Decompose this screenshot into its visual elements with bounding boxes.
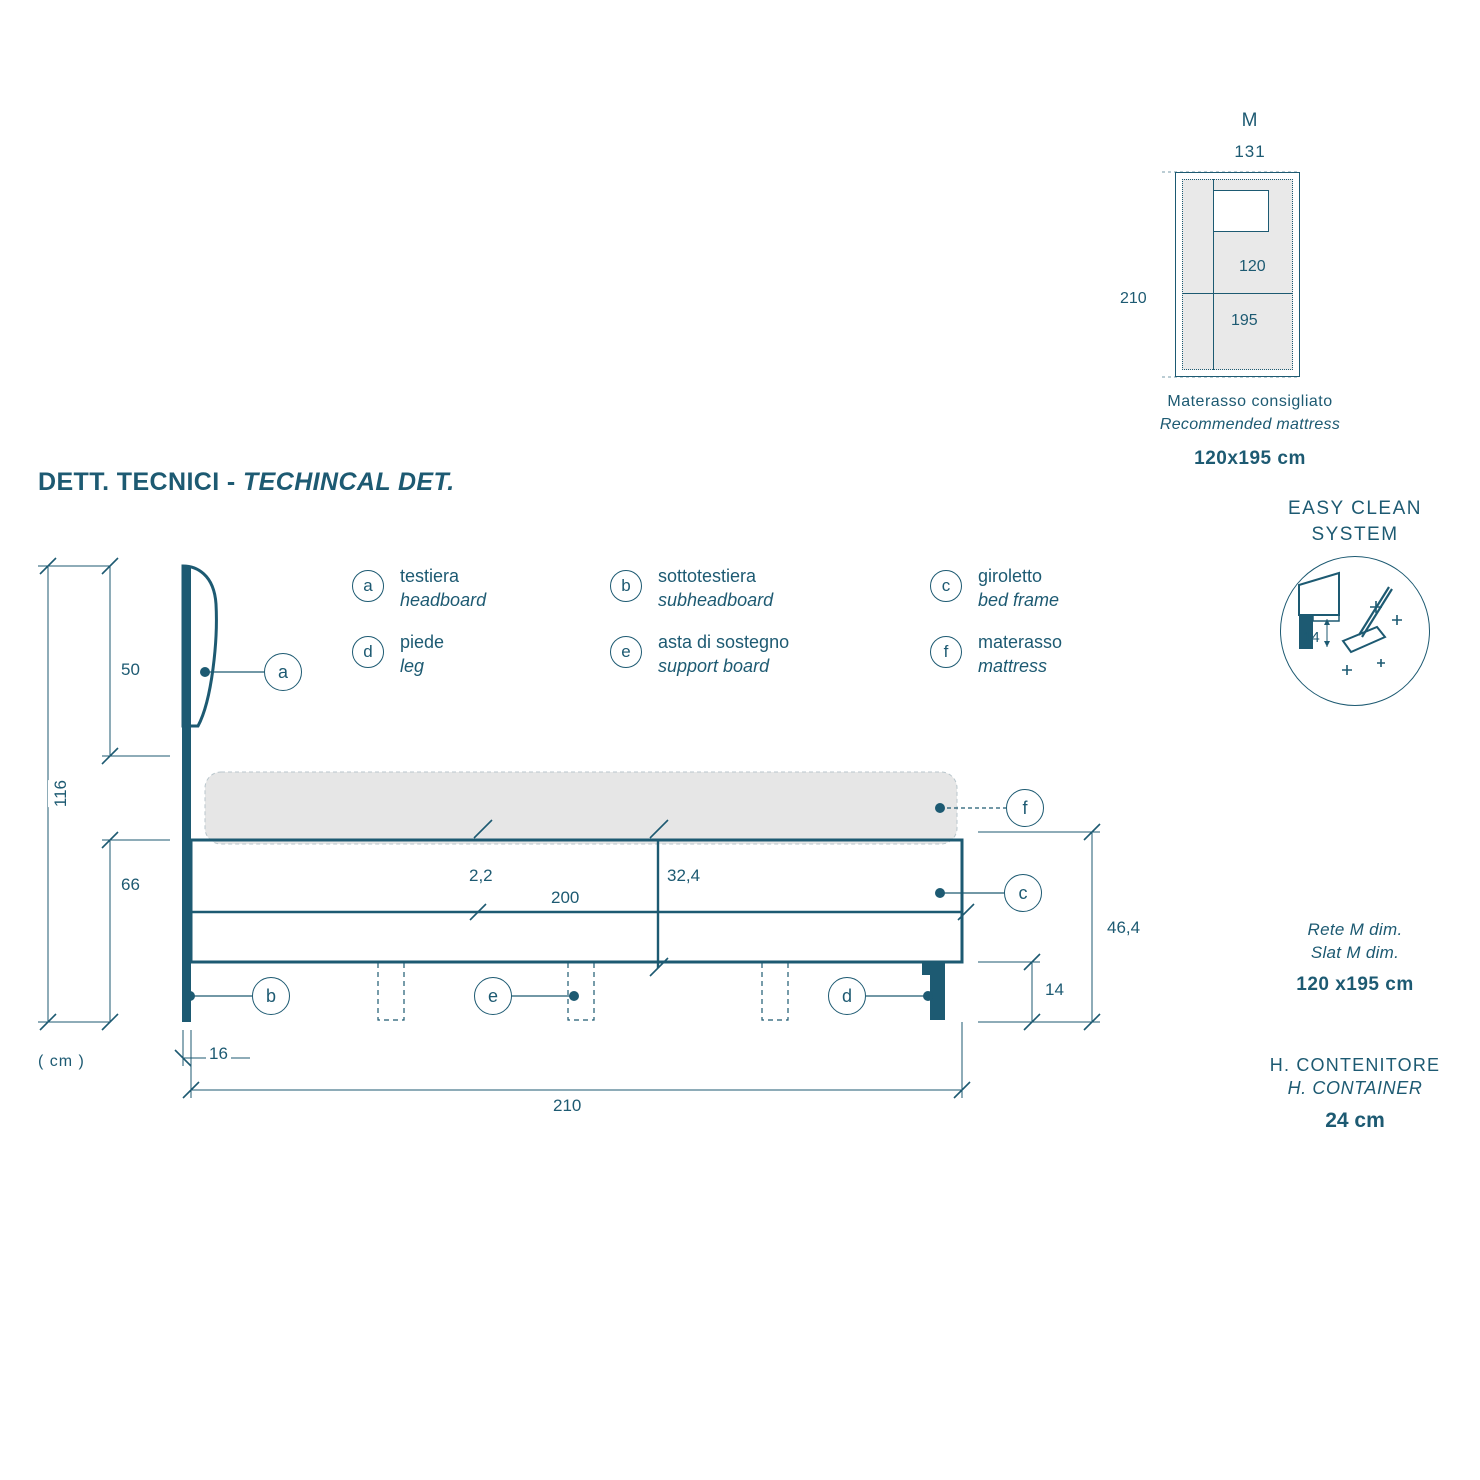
mattress-size-label: M — [1241, 110, 1259, 131]
container-line-it: H. CONTENITORE — [1269, 1055, 1441, 1075]
slat-line-en: Slat M dim. — [1310, 943, 1400, 962]
easy-clean-line2: SYSTEM — [1311, 524, 1399, 545]
slat-value: 120 x195 cm — [1296, 974, 1414, 995]
mattress-caption-en: Recommended mattress — [1159, 416, 1341, 433]
legend-label-en-d: leg — [400, 656, 425, 676]
container-value: 24 cm — [1325, 1109, 1385, 1132]
legend-key-d: d — [352, 636, 384, 668]
mattress-caption-value: 120x195 cm — [1194, 448, 1306, 469]
legend-key-f: f — [930, 636, 962, 668]
dim-total-height: 116 — [48, 780, 74, 807]
container-line-en: H. CONTAINER — [1287, 1078, 1423, 1098]
callout-a: a — [264, 653, 302, 691]
legend-label-en-e: support board — [658, 656, 770, 676]
legend-label-it-a: testiera — [400, 566, 460, 586]
dim-inner-length: 200 — [548, 888, 582, 908]
legend-key-b: b — [610, 570, 642, 602]
dim-leg-height: 14 — [1042, 980, 1067, 1000]
mattress-caption-it: Materasso consigliato — [1167, 393, 1333, 410]
slat-line-it: Rete M dim. — [1307, 920, 1403, 939]
legend-label-en-a: headboard — [400, 590, 487, 610]
mattress-outer-height-label: 210 — [1120, 290, 1147, 307]
callout-e: e — [474, 977, 512, 1015]
dim-board-thickness: 2,2 — [466, 866, 496, 886]
easy-clean-line1: EASY CLEAN — [1288, 498, 1422, 519]
dim-frame-depth: 46,4 — [1104, 918, 1143, 938]
dim-headboard-depth: 16 — [206, 1044, 231, 1064]
section-title-en: TECHINCAL DET. — [243, 468, 455, 496]
dim-headboard-height: 50 — [118, 660, 143, 680]
dim-frame-offset: 32,4 — [664, 866, 703, 886]
easy-clean-dimension-label: 14 — [1303, 629, 1320, 646]
legend-key-a: a — [352, 570, 384, 602]
legend-label-en-b: subheadboard — [658, 590, 774, 610]
legend-key-e: e — [610, 636, 642, 668]
mattress-inner-width-label: 120 — [1236, 258, 1269, 276]
section-title-it: DETT. TECNICI - — [38, 468, 244, 496]
callout-d: d — [828, 977, 866, 1015]
mattress-inner-length-label: 195 — [1228, 312, 1261, 330]
callout-c: c — [1004, 874, 1042, 912]
dim-total-length: 210 — [550, 1096, 584, 1116]
dim-frame-height: 66 — [118, 875, 143, 895]
legend-label-it-c: giroletto — [978, 566, 1043, 586]
legend-key-c: c — [930, 570, 962, 602]
legend-label-it-d: piede — [400, 632, 445, 652]
legend-label-en-f: mattress — [978, 656, 1048, 676]
unit-note: ( cm ) — [38, 1053, 85, 1070]
callout-f: f — [1006, 789, 1044, 827]
legend-label-it-b: sottotestiera — [658, 566, 757, 586]
legend-label-en-c: bed frame — [978, 590, 1060, 610]
legend-label-it-f: materasso — [978, 632, 1063, 652]
legend-label-it-e: asta di sostegno — [658, 632, 790, 652]
callout-b: b — [252, 977, 290, 1015]
mattress-outer-width-label: 131 — [1234, 142, 1266, 161]
